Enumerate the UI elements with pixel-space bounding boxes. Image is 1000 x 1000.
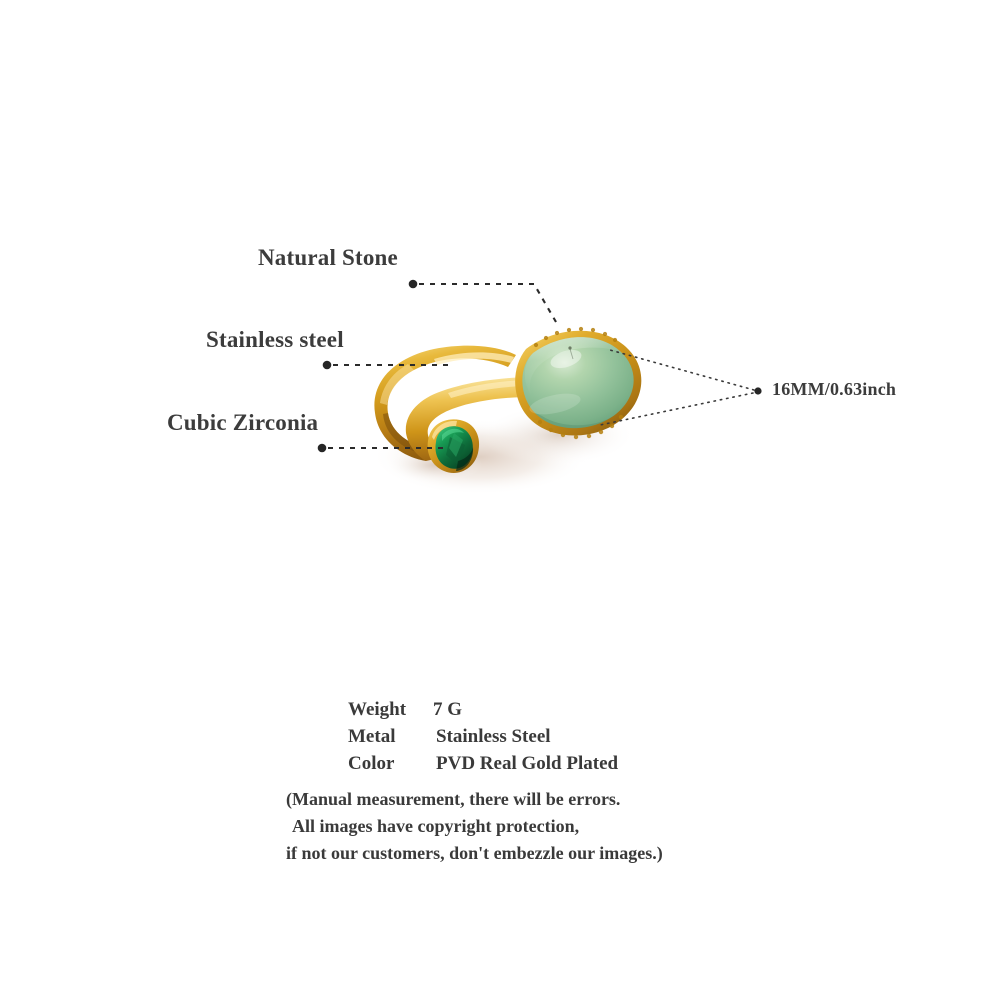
disclaimer-line-1: (Manual measurement, there will be errors. — [286, 789, 621, 809]
spec-key-weight: Weight — [348, 699, 407, 720]
spec-row-metal — [348, 726, 618, 753]
disclaimer-line-3: if not our customers, don't embezzle our images.) — [286, 843, 663, 863]
callout-label-cubic-zirconia: Cubic Zirconia — [167, 410, 319, 435]
spec-key-metal: Metal — [348, 726, 396, 747]
spec-row-weight — [348, 699, 618, 726]
callout-label-dimension: 16MM/0.63inch — [772, 379, 897, 399]
callout-label-natural-stone: Natural Stone — [258, 245, 398, 270]
spec-value-color: PVD Real Gold Plated — [436, 753, 619, 774]
disclaimer-line-2: All images have copyright protection, — [292, 816, 580, 836]
callout-label-stainless-steel: Stainless steel — [206, 327, 344, 352]
ring-product-image — [330, 285, 660, 515]
spec-value-metal: Stainless Steel — [436, 726, 551, 747]
spec-row-color — [348, 753, 618, 780]
spec-key-color: Color — [348, 753, 395, 774]
leader-dot-cubic-zirconia — [318, 444, 327, 453]
leader-dot-dimension — [754, 387, 761, 394]
disclaimer-text — [286, 786, 746, 867]
specification-list — [348, 699, 618, 780]
spec-value-weight: 7 G — [433, 699, 463, 720]
